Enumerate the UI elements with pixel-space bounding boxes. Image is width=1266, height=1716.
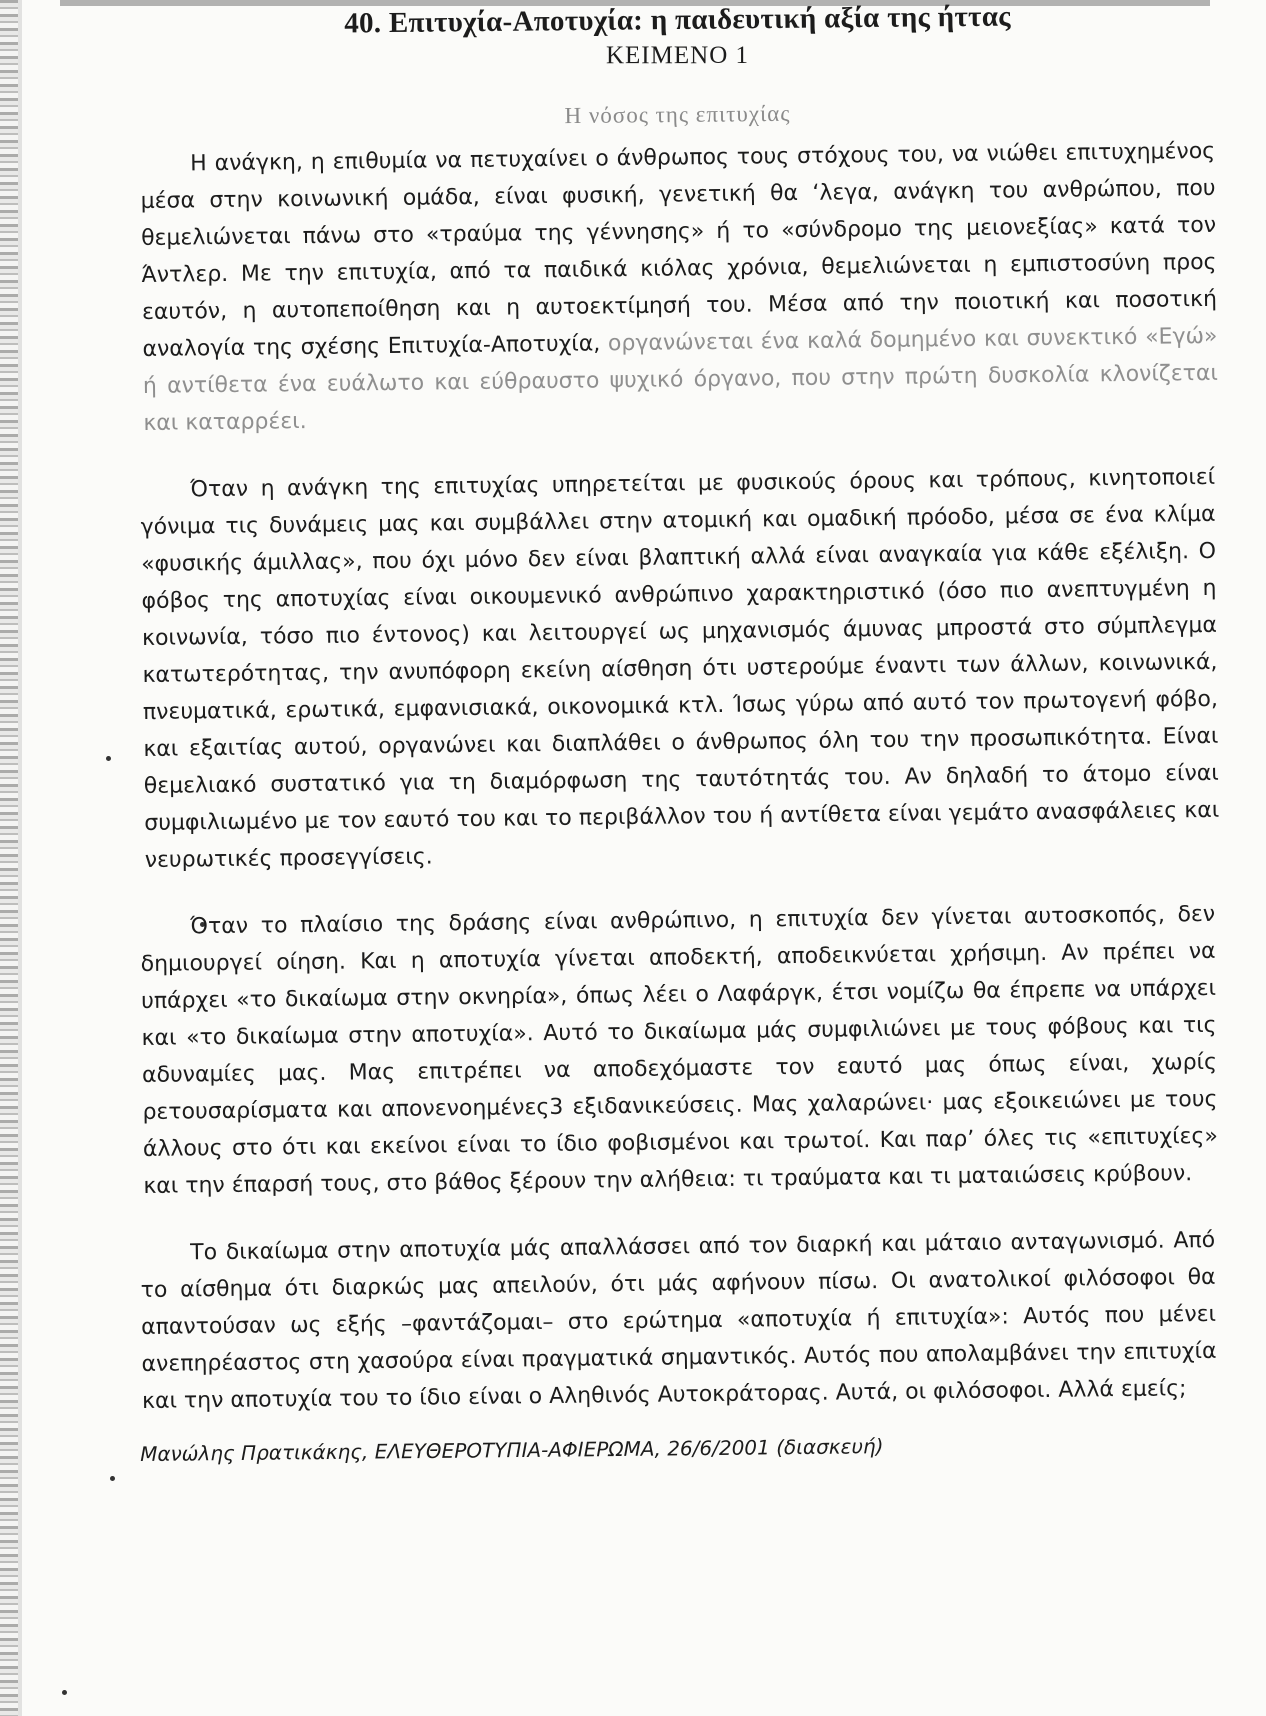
scan-edge-artifact xyxy=(0,0,18,1716)
document-body xyxy=(140,0,1220,1466)
source-citation: Μανώλης Πρατικάκης, ΕΛΕΥΘΕΡΟΤΥΠΙΑ-ΑΦΙΕΡΩΜΑ, 26/6/2001 (διασκευή) xyxy=(140,1434,884,1466)
paragraph-1-text: Η ανάγκη, η επιθυμία να πετυχαίνει ο άνθρωπος τους στόχους του, να νιώθει επιτυχημένος μέσα στην κοινωνική ομάδα, είναι φυσική, γενετική θα ‘λεγα, ανάγκη του ανθρώπου, που θεμελιώνεται πάνω στο «τραύμα της γέννησης» ή το «σύνδρομο της μειονεξίας» κατά τον Άντλερ. Με την επιτυχία, από τα παιδικά κιόλας χρόνια, θεμελιώνεται η εμπιστοσύνη προς εαυτόν, η αυτοπεποίθηση και η αυτοεκτίμησή του. Μέσα από την ποιοτική και ποσοτική αναλογία της σχέσης Επιτυχία-Αποτυχία, xyxy=(140,138,1218,362)
paragraph-2: Όταν η ανάγκη της επιτυχίας υπηρετείται με φυσικούς όρους και τρόπους, κινητοποιεί γόνιμα τις δυνάμεις μας και συμβάλλει στην ατομική και ομαδική πρόοδο, μέσα σε ένα κλίμα «φυσικής άμιλλας», που όχι μόνο δεν είναι βλαπτική αλλά είναι αναγκαία για κάθε εξέλιξη. Ο φόβος της αποτυχίας είναι οικουμενικό ανθρώπινο χαρακτηριστικό (όσο πιο ανεπτυγμένη η κοινωνία, τόσο πιο έντονος) και λειτουργεί ως μηχανισμός άμυνας μπροστά στο σύμπλεγμα κατωτερότητας, την ανυπόφορη εκείνη αίσθηση ότι υστερούμε έναντι των άλλων, κοινωνικά, πνευματικά, ερωτικά, εμφανισιακά, οικονομικά κτλ. Ίσως γύρω από αυτό τον πρωτογενή φόβο, και εξαιτίας αυτού, οργανώνει και διαπλάθει ο άνθρωπος όλη του την προσωπικότητα. Είναι θεμελιακό συστατικό για τη διαμόρφωση της ταυτότητάς του. Αν δηλαδή το άτομο είναι συμφιλιωμένο με τον εαυτό του και το περιβάλλον του ή αντίθετα είναι γεμάτο ανασφάλειες και νευρωτικές προσεγγίσεις. xyxy=(140,464,1220,873)
scan-edge-shadow xyxy=(18,0,22,1716)
scan-speck xyxy=(62,1690,67,1695)
document-subtitle: ΚΕΙΜΕΝΟ 1 xyxy=(605,42,749,69)
scan-speck xyxy=(106,756,111,761)
section-title: Η νόσος της επιτυχίας xyxy=(564,100,791,129)
document-title: 40. Επιτυχία-Αποτυχία: η παιδευτική αξία της ήττας xyxy=(344,0,1011,40)
scan-speck xyxy=(110,1476,115,1481)
paragraph-1-faded-text: οργανώνεται ένα καλά δομημένο και συνεκτικό «Εγώ» ή αντίθετα ένα ευάλωτο και εύθραυστο ψυχικό όργανο, που στην πρώτη δυσκολία κλονίζεται και καταρρέει. xyxy=(142,323,1219,436)
paragraph-3: Όταν το πλαίσιο της δράσης είναι ανθρώπινο, η επιτυχία δεν γίνεται αυτοσκοπός, δεν δημιουργεί οίηση. Και η αποτυχία γίνεται αποδεκτή, αποδεικνύεται χρήσιμη. Αν πρέπει να υπάρχει «το δικαίωμα στην οκνηρία», όπως λέει ο Λαφάργκ, έτσι νομίζω θα έπρεπε να υπάρχει και «το δικαίωμα στην αποτυχία». Αυτό το δικαίωμα μάς συμφιλιώνει με τους φόβους και τις αδυναμίες μας. Μας επιτρέπει να αποδεχόμαστε τον εαυτό μας όπως είναι, χωρίς ρετουσαρίσματα και απονενοημένες3 εξιδανικεύσεις. Μας χαλαρώνει· μας εξοικειώνει με τους άλλους στο ότι και εκείνοι είναι το ίδιο φοβισμένοι και τρωτοί. Και παρ’ όλες τις «επιτυχίες» και την έπαρσή τους, στο βάθος ξέρουν την αλήθεια: τι τραύματα και τι ματαιώσεις κρύβουν. xyxy=(140,901,1219,1199)
paragraph-1 xyxy=(140,133,1219,442)
paragraph-4: Το δικαίωμα στην αποτυχία μάς απαλλάσσει από τον διαρκή και μάταιο ανταγωνισμό. Από το αίσθημα ότι διαρκώς μας απειλούν, ότι μάς αφήνουν πίσω. Οι ανατολικοί φιλόσοφοι θα απαντούσαν ως εξής –φαντάζομαι– στο ερώτημα «αποτυχία ή επιτυχία»: Αυτός που μένει ανεπηρέαστος στη χασούρα είναι πραγματικά σημαντικός. Αυτός που απολαμβάνει την επιτυχία και την αποτυχία του το ίδιο είναι ο Αληθινός Αυτοκράτορας. Αυτά, οι φιλόσοφοι. Αλλά εμείς; xyxy=(140,1227,1217,1414)
